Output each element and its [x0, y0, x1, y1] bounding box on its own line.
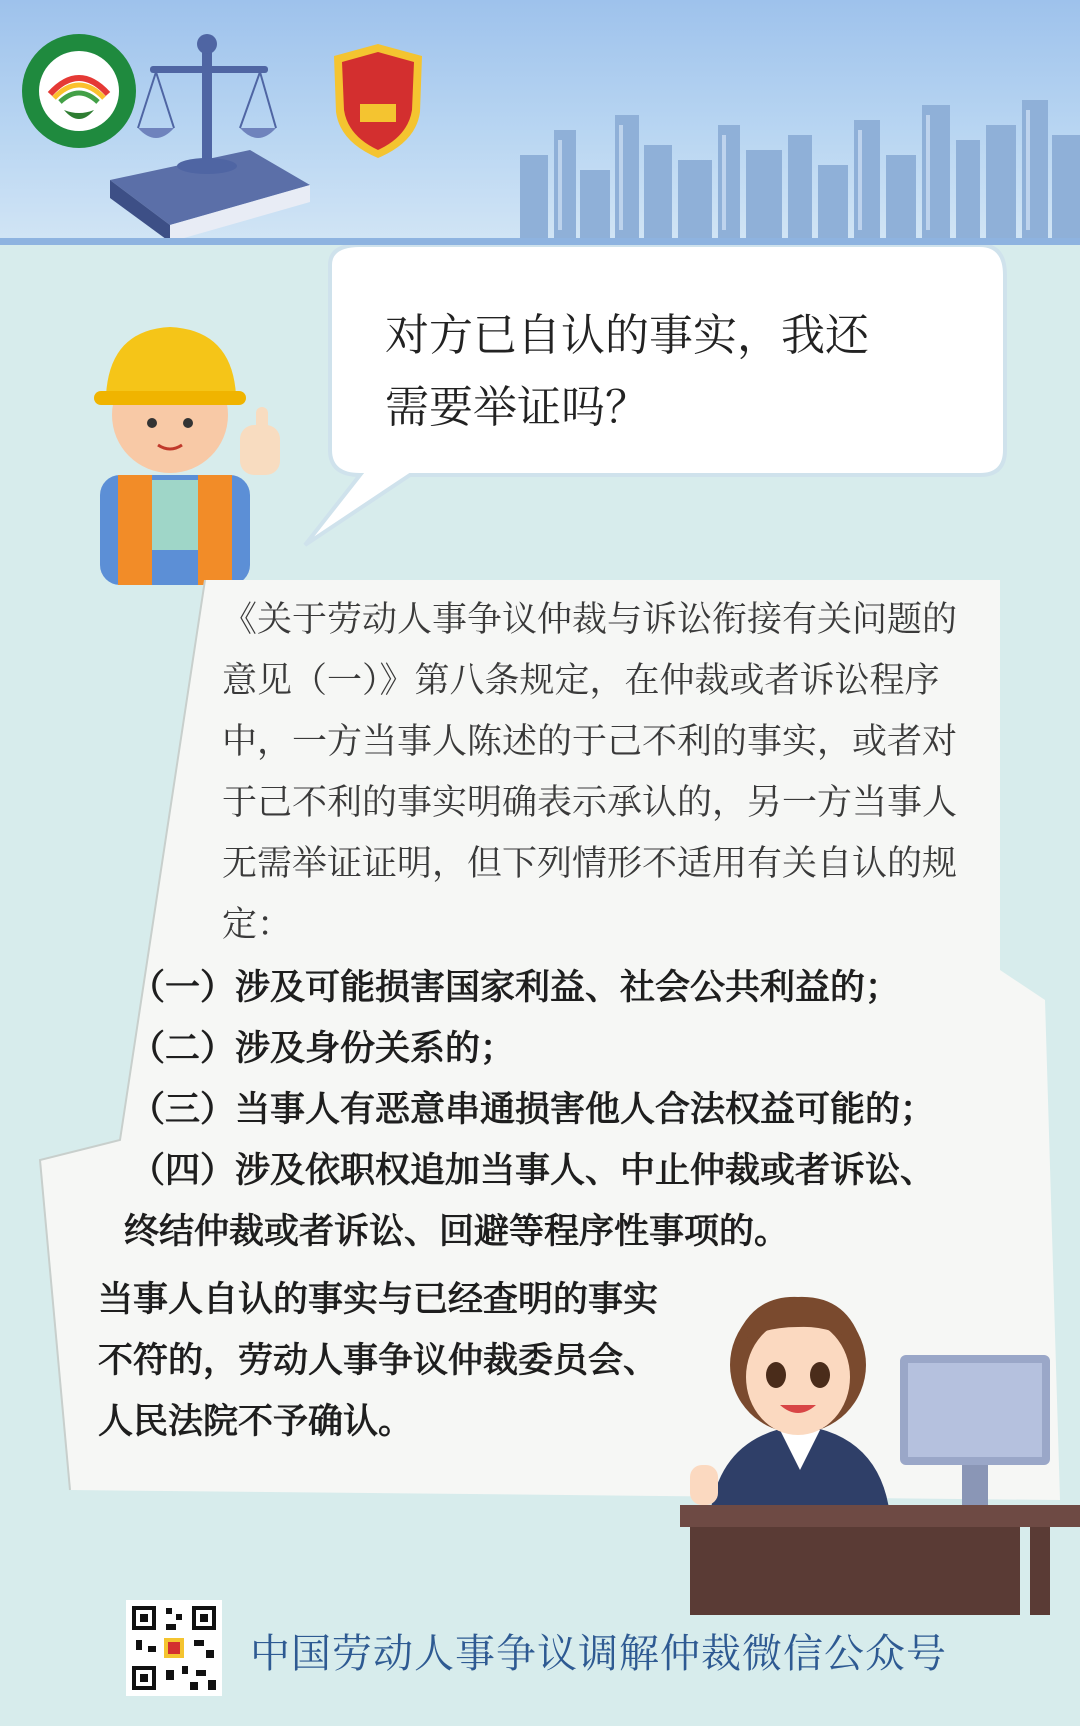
question-line-2: 需要举证吗？: [385, 382, 649, 433]
worker-character-illustration: [80, 305, 300, 585]
header-banner: [0, 0, 1080, 245]
qr-code-icon: [126, 1600, 222, 1696]
quote-line: 意见（一）》第八条规定，在仲裁或者诉讼程序: [222, 661, 940, 701]
quote-line: 中，一方当事人陈述的于己不利的事实，或者对: [222, 722, 958, 762]
wechat-account-name: 中国劳动人事争议调解仲裁微信公众号: [250, 1631, 947, 1677]
conclusion-line: 不符的，劳动人事争议仲裁委员会、: [98, 1341, 659, 1381]
quote-line: 于己不利的事实明确表示承认的，另一方当事人: [222, 783, 958, 823]
exception-list: [124, 958, 1060, 1263]
list-item: （一）涉及可能损害国家利益、社会公共利益的；: [130, 968, 901, 1008]
list-item: （二）涉及身份关系的；: [130, 1029, 516, 1069]
list-item: （三）当事人有恶意串通损害他人合法权益可能的；: [130, 1090, 936, 1130]
header-divider: [0, 238, 1080, 245]
justice-scale-book-illustration: [110, 30, 350, 245]
conclusion-line: 人民法院不予确认。: [98, 1402, 414, 1442]
quote-line: 无需举证证明，但下列情形不适用有关自认的规: [222, 844, 958, 884]
city-skyline-illustration: [520, 100, 1080, 240]
officer-at-desk-illustration: [680, 1255, 1080, 1615]
list-item-continued: 终结仲裁或者诉讼、回避等程序性事项的。: [124, 1212, 790, 1252]
quote-line: 定：: [222, 905, 293, 945]
regulation-quote: [222, 590, 994, 956]
conclusion-line: 当事人自认的事实与已经查明的事实: [98, 1280, 659, 1320]
list-item: （四）涉及依职权追加当事人、中止仲裁或者诉讼、: [130, 1151, 936, 1191]
arbitration-badge-icon: [330, 42, 426, 160]
conclusion-text: [98, 1270, 718, 1453]
question-text: [385, 300, 945, 444]
quote-line: 《关于劳动人事争议仲裁与诉讼衔接有关问题的: [222, 600, 958, 640]
question-line-1: 对方已自认的事实，我还: [385, 310, 869, 361]
